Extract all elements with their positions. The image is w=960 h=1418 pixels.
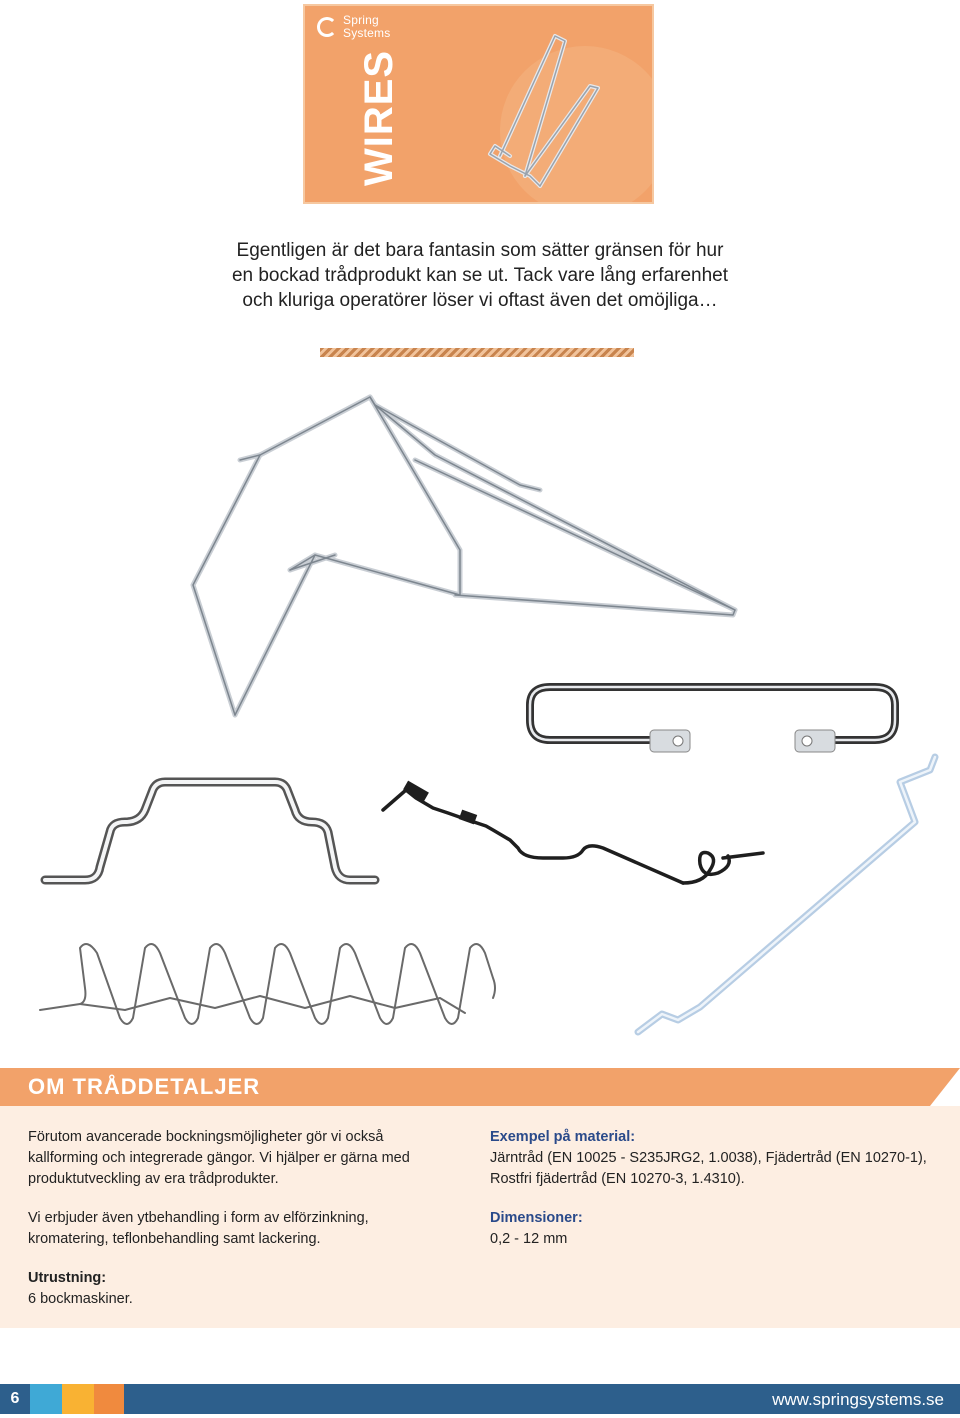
material-block [490,1127,940,1190]
brand-line-2: Systems [343,26,391,40]
equipment-block [28,1268,448,1310]
brand-line-1: Spring [343,13,379,27]
footer-swatch-blue [30,1384,62,1414]
hatched-divider [320,348,634,357]
page-footer [0,1384,960,1414]
blue-wire-rod [630,752,950,1042]
helical-wire-coil [35,938,505,1033]
section-label: WIRES [357,49,401,186]
offset-wire-bracket [40,772,380,892]
spring-systems-logo-icon [317,17,337,37]
section-header [0,1068,960,1106]
dimensions-block [490,1208,940,1250]
brand-name [343,14,403,40]
website-link[interactable]: www.springsystems.se [772,1390,944,1409]
footer-bar [124,1384,960,1414]
footer-swatch-yellow [62,1384,94,1414]
footer-swatch-orange [94,1384,124,1414]
material-value: Järntråd (EN 10025 - S235JRG2, 1.0038), Fjädertråd (EN 10270-1), Rostfri fjädertråd (EN 10270-3, 1.4310). [490,1150,927,1187]
dimensions-value: 0,2 - 12 mm [490,1231,568,1247]
equipment-label: Utrustning: [28,1270,107,1286]
logo-card [303,4,654,204]
intro-text: Egentligen är det bara fantasin som sätter gränsen för hur en bockad trådprodukt kan se ut. Tack vare lång erfarenhet och kluriga operatörer löser vi oftast även det omöjliga… [231,240,729,311]
material-label: Exempel på material: [490,1129,636,1145]
section-title: OM TRÅDDETALJER [28,1074,261,1099]
large-wire-frame [185,385,745,725]
wire-clip-icon [470,26,620,196]
brand-logo [317,14,403,40]
section-header-tip [930,1068,960,1106]
equipment-value: 6 bockmaskiner. [28,1291,133,1307]
surface-treatment-paragraph: Vi erbjuder även ytbehandling i form av elförzinkning, kromatering, teflonbehandling samt lackering. [28,1210,369,1247]
page-number: 6 [0,1384,30,1414]
dimensions-label: Dimensioner: [490,1210,583,1226]
intro-paragraph: Förutom avancerade bockningsmöjligheter gör vi också kallforming och integrerade gängor. Vi hjälper er gärna med produktutveckling av era trådprodukter. [28,1129,410,1187]
